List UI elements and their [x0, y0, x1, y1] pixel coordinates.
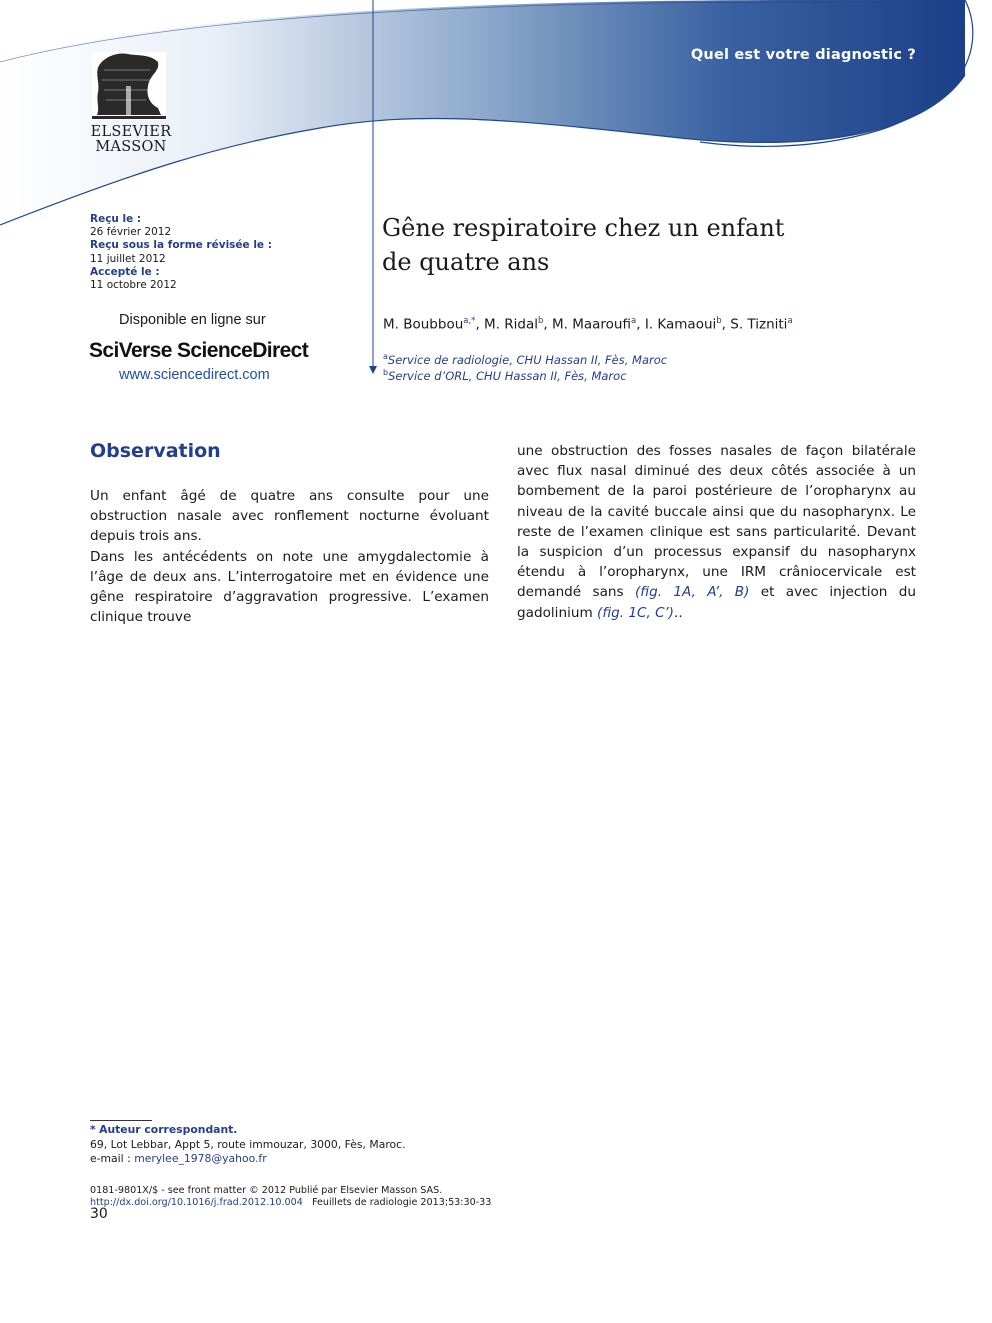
author-4-sup[interactable]: b — [716, 316, 722, 326]
publication-info — [90, 1185, 491, 1209]
figure-reference-1[interactable]: (fig. 1A, A’, B) — [635, 584, 750, 601]
guide-arrow — [366, 240, 380, 380]
footnote-marker: * — [90, 1123, 96, 1136]
paragraph-1: Un enfant âgé de quatre ans consulte pour une obstruction nasale avec ronflement nocturne évoluant depuis trois ans. — [90, 488, 489, 545]
author-5: S. Tizniti — [730, 316, 788, 333]
accepted-label: Accepté le : — [90, 265, 160, 278]
sciencedirect-link[interactable]: www.sciencedirect.com — [119, 367, 270, 383]
accepted-value: 11 octobre 2012 — [90, 279, 177, 292]
affiliation-a-text: Service de radiologie, CHU Hassan II, Fès, Maroc — [387, 352, 668, 367]
journal-citation: Feuillets de radiologie 2013;53:30-33 — [312, 1197, 492, 1208]
figure-reference-2[interactable]: (fig. 1C, C’) — [597, 604, 674, 621]
header-banner — [0, 0, 992, 240]
title-line1: Gêne respiratoire chez un enfant — [382, 214, 785, 242]
affiliation-a — [383, 352, 667, 367]
doi-link[interactable]: http://dx.doi.org/10.1016/j.frad.2012.10.004 — [90, 1197, 303, 1208]
affiliation-b-text: Service d’ORL, CHU Hassan II, Fès, Maroc — [388, 368, 627, 383]
section-tag: Quel est votre diagnostic ? — [690, 47, 916, 63]
title-line2: de quatre ans — [382, 248, 550, 276]
email-link[interactable]: merylee_1978@yahoo.fr — [134, 1152, 267, 1165]
article-title — [382, 211, 862, 279]
affiliation-b — [383, 368, 627, 383]
received-label: Reçu le : — [90, 213, 142, 225]
author-2: M. Ridal — [484, 316, 538, 333]
paragraph-3-part-a: une obstruction des fosses nasales de façon bilatérale avec flux nasal diminué des deux côtés associée à un bombement de la paroi postérieure de l’oropharynx au niveau de la cavité buccale ainsi que du nasopharynx. Le reste de l’examen clinique est sans particularité. Devant la suspicion d’un processus expansif du nasopharynx étendu à l’oropharynx, une IRM crâniocervicale est demandé sans — [517, 443, 916, 601]
body-column-right — [517, 441, 916, 623]
revised-label: Reçu sous la forme révisée le : — [90, 239, 272, 252]
affiliation-a-sup: a — [383, 352, 388, 361]
email-label: e-mail : — [90, 1152, 131, 1165]
paragraph-3 — [517, 441, 916, 623]
page-number: 30 — [90, 1206, 108, 1222]
author-sep: , — [636, 316, 645, 333]
sciverse-sciencedirect-logo: SciVerse ScienceDirect — [89, 339, 309, 362]
affiliation-b-sup: b — [383, 368, 389, 377]
issn-line: 0181-9801X/$ - see front matter © 2012 Publié par Elsevier Masson SAS. — [90, 1185, 443, 1196]
body-column-left — [90, 486, 489, 627]
footnote-label: Auteur correspondant. — [99, 1123, 238, 1136]
author-sep: , — [721, 316, 731, 333]
author-2-sup[interactable]: b — [538, 316, 544, 326]
elsevier-tree-logo — [92, 52, 166, 120]
revised-value: 11 juillet 2012 — [90, 252, 166, 265]
publisher-logo-text — [88, 125, 174, 155]
author-3: M. Maaroufi — [552, 316, 631, 333]
available-online-text: Disponible en ligne sur — [119, 312, 266, 328]
article-dates — [90, 213, 272, 292]
author-sep: , — [543, 316, 552, 333]
section-heading-observation: Observation — [90, 440, 221, 462]
publisher-line1: ELSEVIER — [90, 124, 172, 140]
author-sep: , — [475, 316, 485, 333]
paragraph-3-part-b: et avec injection du gadolinium — [517, 584, 916, 621]
author-4: I. Kamaoui — [644, 316, 717, 333]
author-list — [383, 316, 793, 333]
corresponding-author-footnote — [90, 1123, 406, 1167]
publisher-line2: MASSON — [95, 139, 167, 155]
paragraph-2: Dans les antécédents on note une amygdalectomie à l’âge de deux ans. L’interrogatoire met en évidence une gêne respiratoire d’aggravation progressive. L’examen clinique trouve — [90, 548, 489, 626]
footnote-address: 69, Lot Lebbar, Appt 5, route immouzar, 3000, Fès, Maroc. — [90, 1137, 406, 1151]
author-5-sup[interactable]: a — [787, 316, 793, 326]
author-1: M. Boubbou — [383, 316, 464, 333]
footnote-divider — [90, 1120, 152, 1121]
paragraph-3-part-c: .. — [674, 604, 683, 621]
received-value: 26 février 2012 — [90, 226, 172, 239]
author-3-sup[interactable]: a — [631, 316, 637, 326]
author-1-sup[interactable]: a,* — [463, 316, 476, 326]
